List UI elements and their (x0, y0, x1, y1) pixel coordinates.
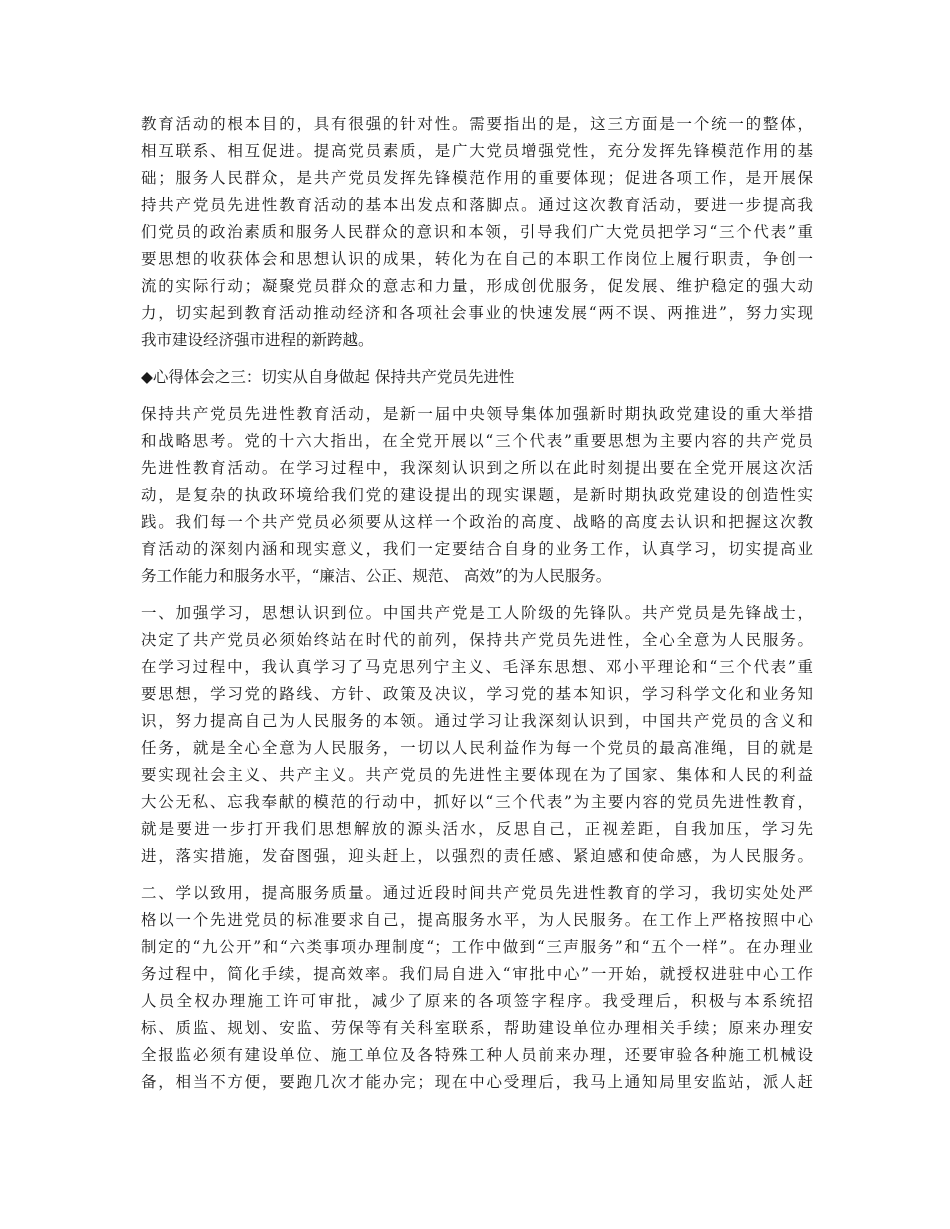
text-line: 就是要进一步打开我们思想解放的源头活水，反思自己，正视差距，自我加压，学习先 (141, 820, 813, 838)
paragraph-2 (141, 401, 813, 590)
text-line: 全报监必须有建设单位、施工单位及各特殊工种人员前来办理，还要审验各种施工机械设 (141, 1046, 813, 1064)
text-line: 动，是复杂的执政环境给我们党的建设提出的现实课题，是新时期执政党建设的创造性实 (141, 486, 813, 504)
text-line: 先进性教育活动。在学习过程中，我深刻认识到之所以在此时刻提出要在全党开展这次活 (141, 459, 813, 477)
text-line: 保持共产党员先进性教育活动，是新一届中央领导集体加强新时期执政党建设的重大举措 (141, 405, 813, 423)
text-line: 制定的“九公开”和“六类事项办理制度“；工作中做到“三声服务”和“五个一样”。在办理业 (141, 938, 813, 956)
text-line: 识，努力提高自己为人民服务的本领。通过学习让我深刻认识到，中国共产党员的含义和 (141, 712, 813, 730)
text-line: 流的实际行动；凝聚党员群众的意志和力量，形成创优服务，促发展、维护稳定的强大动 (141, 277, 813, 295)
text-line: 大公无私、忘我奉献的模范的行动中，抓好以“三个代表”为主要内容的党员先进性教育， (141, 793, 813, 811)
paragraph-spacer (141, 354, 813, 364)
text-line: 育活动的深刻内涵和现实意义，我们一定要结合自身的业务工作，认真学习，切实提高业 (141, 540, 813, 558)
text-line: 人员全权办理施工许可审批，减少了原来的各项签字程序。我受理后，积极与本系统招 (141, 992, 813, 1010)
text-line: 教育活动的根本目的，具有很强的针对性。需要指出的是，这三方面是一个统一的整体， (141, 115, 813, 133)
text-line: 们党员的政治素质和服务人民群众的意识和本领，引导我们广大党员把学习“三个代表”重 (141, 223, 813, 241)
text-line: 进，落实措施，发奋图强，迎头赶上，以强烈的责任感、紧迫感和使命感，为人民服务。 (141, 847, 813, 865)
text-line: 一、加强学习，思想认识到位。中国共产党是工人阶级的先锋队。共产党员是先锋战士， (141, 604, 813, 622)
text-line: 持共产党员先进性教育活动的基本出发点和落脚点。通过这次教育活动，要进一步提高我 (141, 196, 813, 214)
paragraph-3 (141, 600, 813, 870)
text-line: 务过程中，简化手续，提高效率。我们局自进入“审批中心”一开始，就授权进驻中心工作 (141, 965, 813, 983)
paragraph-spacer (141, 391, 813, 401)
text-line: 在学习过程中，我认真学习了马克思列宁主义、毛泽东思想、邓小平理论和“三个代表”重 (141, 658, 813, 676)
document-body (141, 111, 813, 1096)
text-line: 础；服务人民群众，是共产党员发挥先锋模范作用的重要体现；促进各项工作，是开展保 (141, 169, 813, 187)
text-line: 务工作能力和服务水平，“廉洁、公正、规范、 高效”的为人民服务。 (141, 567, 612, 585)
text-line: 我市建设经济强市进程的新跨越。 (141, 331, 374, 349)
text-line: 标、质监、规划、安监、劳保等有关科室联系，帮助建设单位办理相关手续；原来办理安 (141, 1019, 813, 1037)
text-line: 力，切实起到教育活动推动经济和各项社会事业的快速发展“两不误、两推进”，努力实现 (141, 304, 813, 322)
section-heading-text: ◆心得体会之三：切实从自身做起 保持共产党员先进性 (141, 368, 515, 386)
text-line: 践。我们每一个共产党员必须要从这样一个政治的高度、战略的高度去认识和把握这次教 (141, 513, 813, 531)
text-line: 任务，就是全心全意为人民服务，一切以人民利益作为每一个党员的最高准绳，目的就是 (141, 739, 813, 757)
text-line: 要实现社会主义、共产主义。共产党员的先进性主要体现在为了国家、集体和人民的利益 (141, 766, 813, 784)
text-line: 格以一个先进党员的标准要求自己，提高服务水平，为人民服务。在工作上严格按照中心 (141, 911, 813, 929)
paragraph-1 (141, 111, 813, 354)
text-line: 相互联系、相互促进。提高党员素质，是广大党员增强党性，充分发挥先锋模范作用的基 (141, 142, 813, 160)
text-line: 和战略思考。党的十六大指出，在全党开展以“三个代表”重要思想为主要内容的共产党员 (141, 432, 813, 450)
text-line: 二、学以致用，提高服务质量。通过近段时间共产党员先进性教育的学习，我切实处处严 (141, 884, 813, 902)
text-line: 要思想，学习党的路线、方针、政策及决议，学习党的基本知识，学习科学文化和业务知 (141, 685, 813, 703)
paragraph-spacer (141, 590, 813, 600)
paragraph-4 (141, 880, 813, 1096)
text-line: 决定了共产党员必须始终站在时代的前列，保持共产党员先进性，全心全意为人民服务。 (141, 631, 813, 649)
text-line: 备，相当不方便，要跑几次才能办完；现在中心受理后，我马上通知局里安监站，派人赶 (141, 1073, 813, 1091)
section-heading (141, 364, 813, 391)
text-line: 要思想的收获体会和思想认识的成果，转化为在自己的本职工作岗位上履行职责，争创一 (141, 250, 813, 268)
paragraph-spacer (141, 870, 813, 880)
